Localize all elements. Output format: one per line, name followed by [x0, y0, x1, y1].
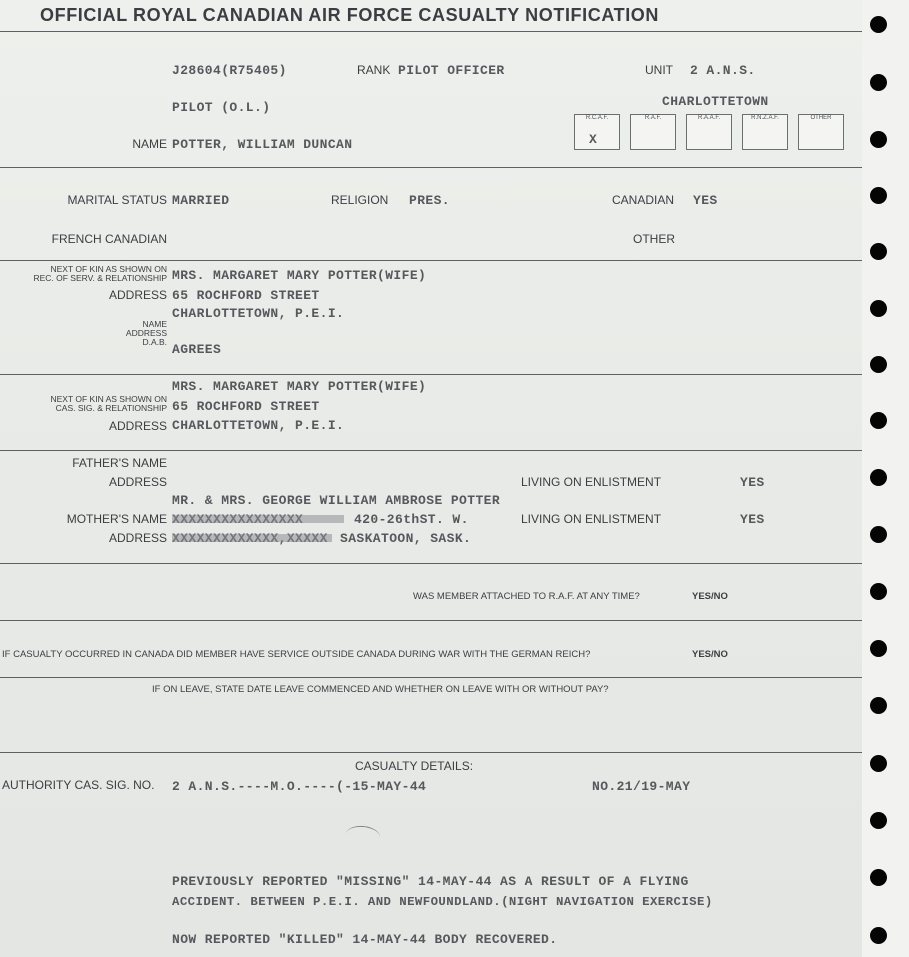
feed-hole: [870, 74, 887, 91]
mother-living-value: YES: [740, 512, 765, 527]
section-divider: [0, 620, 862, 621]
section-divider: [0, 31, 862, 32]
form-title: OFFICIAL ROYAL CANADIAN AIR FORCE CASUALTY NOTIFICATION: [40, 5, 660, 25]
nok-cas-address-label: ADDRESS: [108, 419, 167, 433]
service-box-label: R.N.Z.A.F.: [751, 115, 779, 121]
unit-location: CHARLOTTETOWN: [662, 94, 769, 109]
casualty-details-heading: CASUALTY DETAILS:: [355, 759, 474, 773]
mother-address-label: ADDRESS: [108, 531, 167, 545]
strikeout-mark: [172, 515, 344, 523]
feed-hole: [870, 755, 887, 772]
section-divider: [0, 260, 862, 261]
unit-value: 2 A.N.S.: [690, 63, 756, 78]
service-box-mark: X: [589, 132, 597, 147]
nok-cas-address-line1: 65 ROCHFORD STREET: [172, 399, 320, 414]
name-value: POTTER, WILLIAM DUNCAN: [172, 137, 353, 152]
rank-label: RANK: [357, 63, 391, 77]
section-divider: [0, 374, 862, 375]
canadian-label: CANADIAN: [612, 193, 675, 207]
raf-answer: YES/NO: [692, 591, 728, 602]
other-label: OTHER: [633, 232, 675, 246]
feed-hole: [870, 412, 887, 429]
strikeout-mark: [172, 534, 332, 542]
marital-status-value: MARRIED: [172, 193, 230, 208]
feed-hole: [870, 927, 887, 944]
mother-name-label: MOTHER'S NAME: [66, 512, 167, 526]
feed-hole: [870, 16, 887, 33]
nok-cas-label: CAS. SIG. & RELATIONSHIP: [55, 403, 167, 413]
canadian-value: YES: [693, 193, 718, 208]
nok-cas-name: MRS. MARGARET MARY POTTER(WIFE): [172, 379, 427, 394]
section-divider: [0, 563, 862, 564]
service-box-label: R.A.F.: [644, 115, 662, 121]
feed-hole: [870, 187, 887, 204]
nok-service-address-line1: 65 ROCHFORD STREET: [172, 288, 320, 303]
service-box-label: R.C.A.F.: [585, 115, 609, 121]
feed-hole: [870, 697, 887, 714]
feed-hole: [870, 526, 887, 543]
feed-hole: [870, 356, 887, 373]
feed-hole: [870, 300, 887, 317]
casualty-detail-line2: ACCIDENT. BETWEEN P.E.I. AND NEWFOUNDLAND.(NIGHT NAVIGATION EXERCISE): [172, 895, 713, 909]
dab-value: AGREES: [172, 342, 222, 357]
dab-label: D.A.B.: [142, 337, 167, 347]
nok-service-address-label: ADDRESS: [108, 288, 167, 302]
outside-canada-question: IF CASUALTY OCCURRED IN CANADA DID MEMBER HAVE SERVICE OUTSIDE CANADA DURING WAR WITH THE GERMAN REICH?: [2, 649, 591, 660]
leave-question: IF ON LEAVE, STATE DATE LEAVE COMMENCED AND WHETHER ON LEAVE WITH OR WITHOUT PAY?: [152, 684, 609, 695]
authority-value: 2 A.N.S.----M.O.----(-15-MAY-44: [172, 779, 427, 794]
father-address-label: ADDRESS: [108, 475, 167, 489]
religion-value: PRES.: [409, 193, 451, 208]
casualty-reference: NO.21/19-MAY: [592, 779, 691, 794]
feed-hole: [870, 243, 887, 260]
section-divider: [0, 450, 862, 451]
feed-hole: [870, 469, 887, 486]
section-divider: [0, 167, 862, 168]
dab-label: ADDRESS: [125, 328, 167, 338]
mother-address-street: 420-26thST. W.: [354, 512, 469, 527]
casualty-detail-line3: NOW REPORTED "KILLED" 14-MAY-44 BODY RECOVERED.: [172, 932, 558, 947]
nok-service-name: MRS. MARGARET MARY POTTER(WIFE): [172, 268, 427, 283]
casualty-detail-line1: PREVIOUSLY REPORTED "MISSING" 14-MAY-44 AS A RESULT OF A FLYING: [172, 874, 689, 889]
rank-value: PILOT OFFICER: [398, 63, 505, 78]
name-label: NAME: [132, 137, 167, 151]
feed-hole: [870, 131, 887, 148]
trade-value: PILOT (O.L.): [172, 100, 271, 115]
feed-hole: [870, 583, 887, 600]
mother-address-city: SASKATOON, SASK.: [340, 531, 472, 546]
marital-status-label: MARITAL STATUS: [67, 193, 167, 207]
service-box-label: OTHER: [810, 115, 832, 121]
french-canadian-label: FRENCH CANADIAN: [51, 232, 167, 246]
father-living-value: YES: [740, 475, 765, 490]
unit-label: UNIT: [645, 63, 673, 77]
nok-cas-address-line2: CHARLOTTETOWN, P.E.I.: [172, 418, 345, 433]
nok-service-label: NEXT OF KIN AS SHOWN ON: [50, 264, 167, 274]
outside-canada-answer: YES/NO: [692, 649, 728, 660]
feed-hole: [870, 869, 887, 886]
service-box-label: R.A.A.F.: [697, 115, 720, 121]
nok-cas-label: NEXT OF KIN AS SHOWN ON: [50, 394, 167, 404]
parents-names: MR. & MRS. GEORGE WILLIAM AMBROSE POTTER: [172, 493, 501, 508]
authority-label: AUTHORITY CAS. SIG. NO.: [2, 778, 155, 792]
nok-service-label: REC. OF SERV. & RELATIONSHIP: [33, 273, 167, 283]
feed-hole: [870, 812, 887, 829]
nok-service-address-line2: CHARLOTTETOWN, P.E.I.: [172, 306, 345, 321]
father-living-label: LIVING ON ENLISTMENT: [521, 475, 662, 489]
section-divider: [0, 752, 862, 753]
service-number: J28604(R75405): [172, 63, 287, 78]
feed-hole: [870, 640, 887, 657]
section-divider: [0, 677, 862, 678]
dab-label: NAME: [142, 319, 167, 329]
father-name-label: FATHER'S NAME: [72, 456, 167, 470]
mother-living-label: LIVING ON ENLISTMENT: [521, 512, 662, 526]
religion-label: RELIGION: [331, 193, 389, 207]
raf-question: WAS MEMBER ATTACHED TO R.A.F. AT ANY TIME?: [413, 591, 640, 602]
